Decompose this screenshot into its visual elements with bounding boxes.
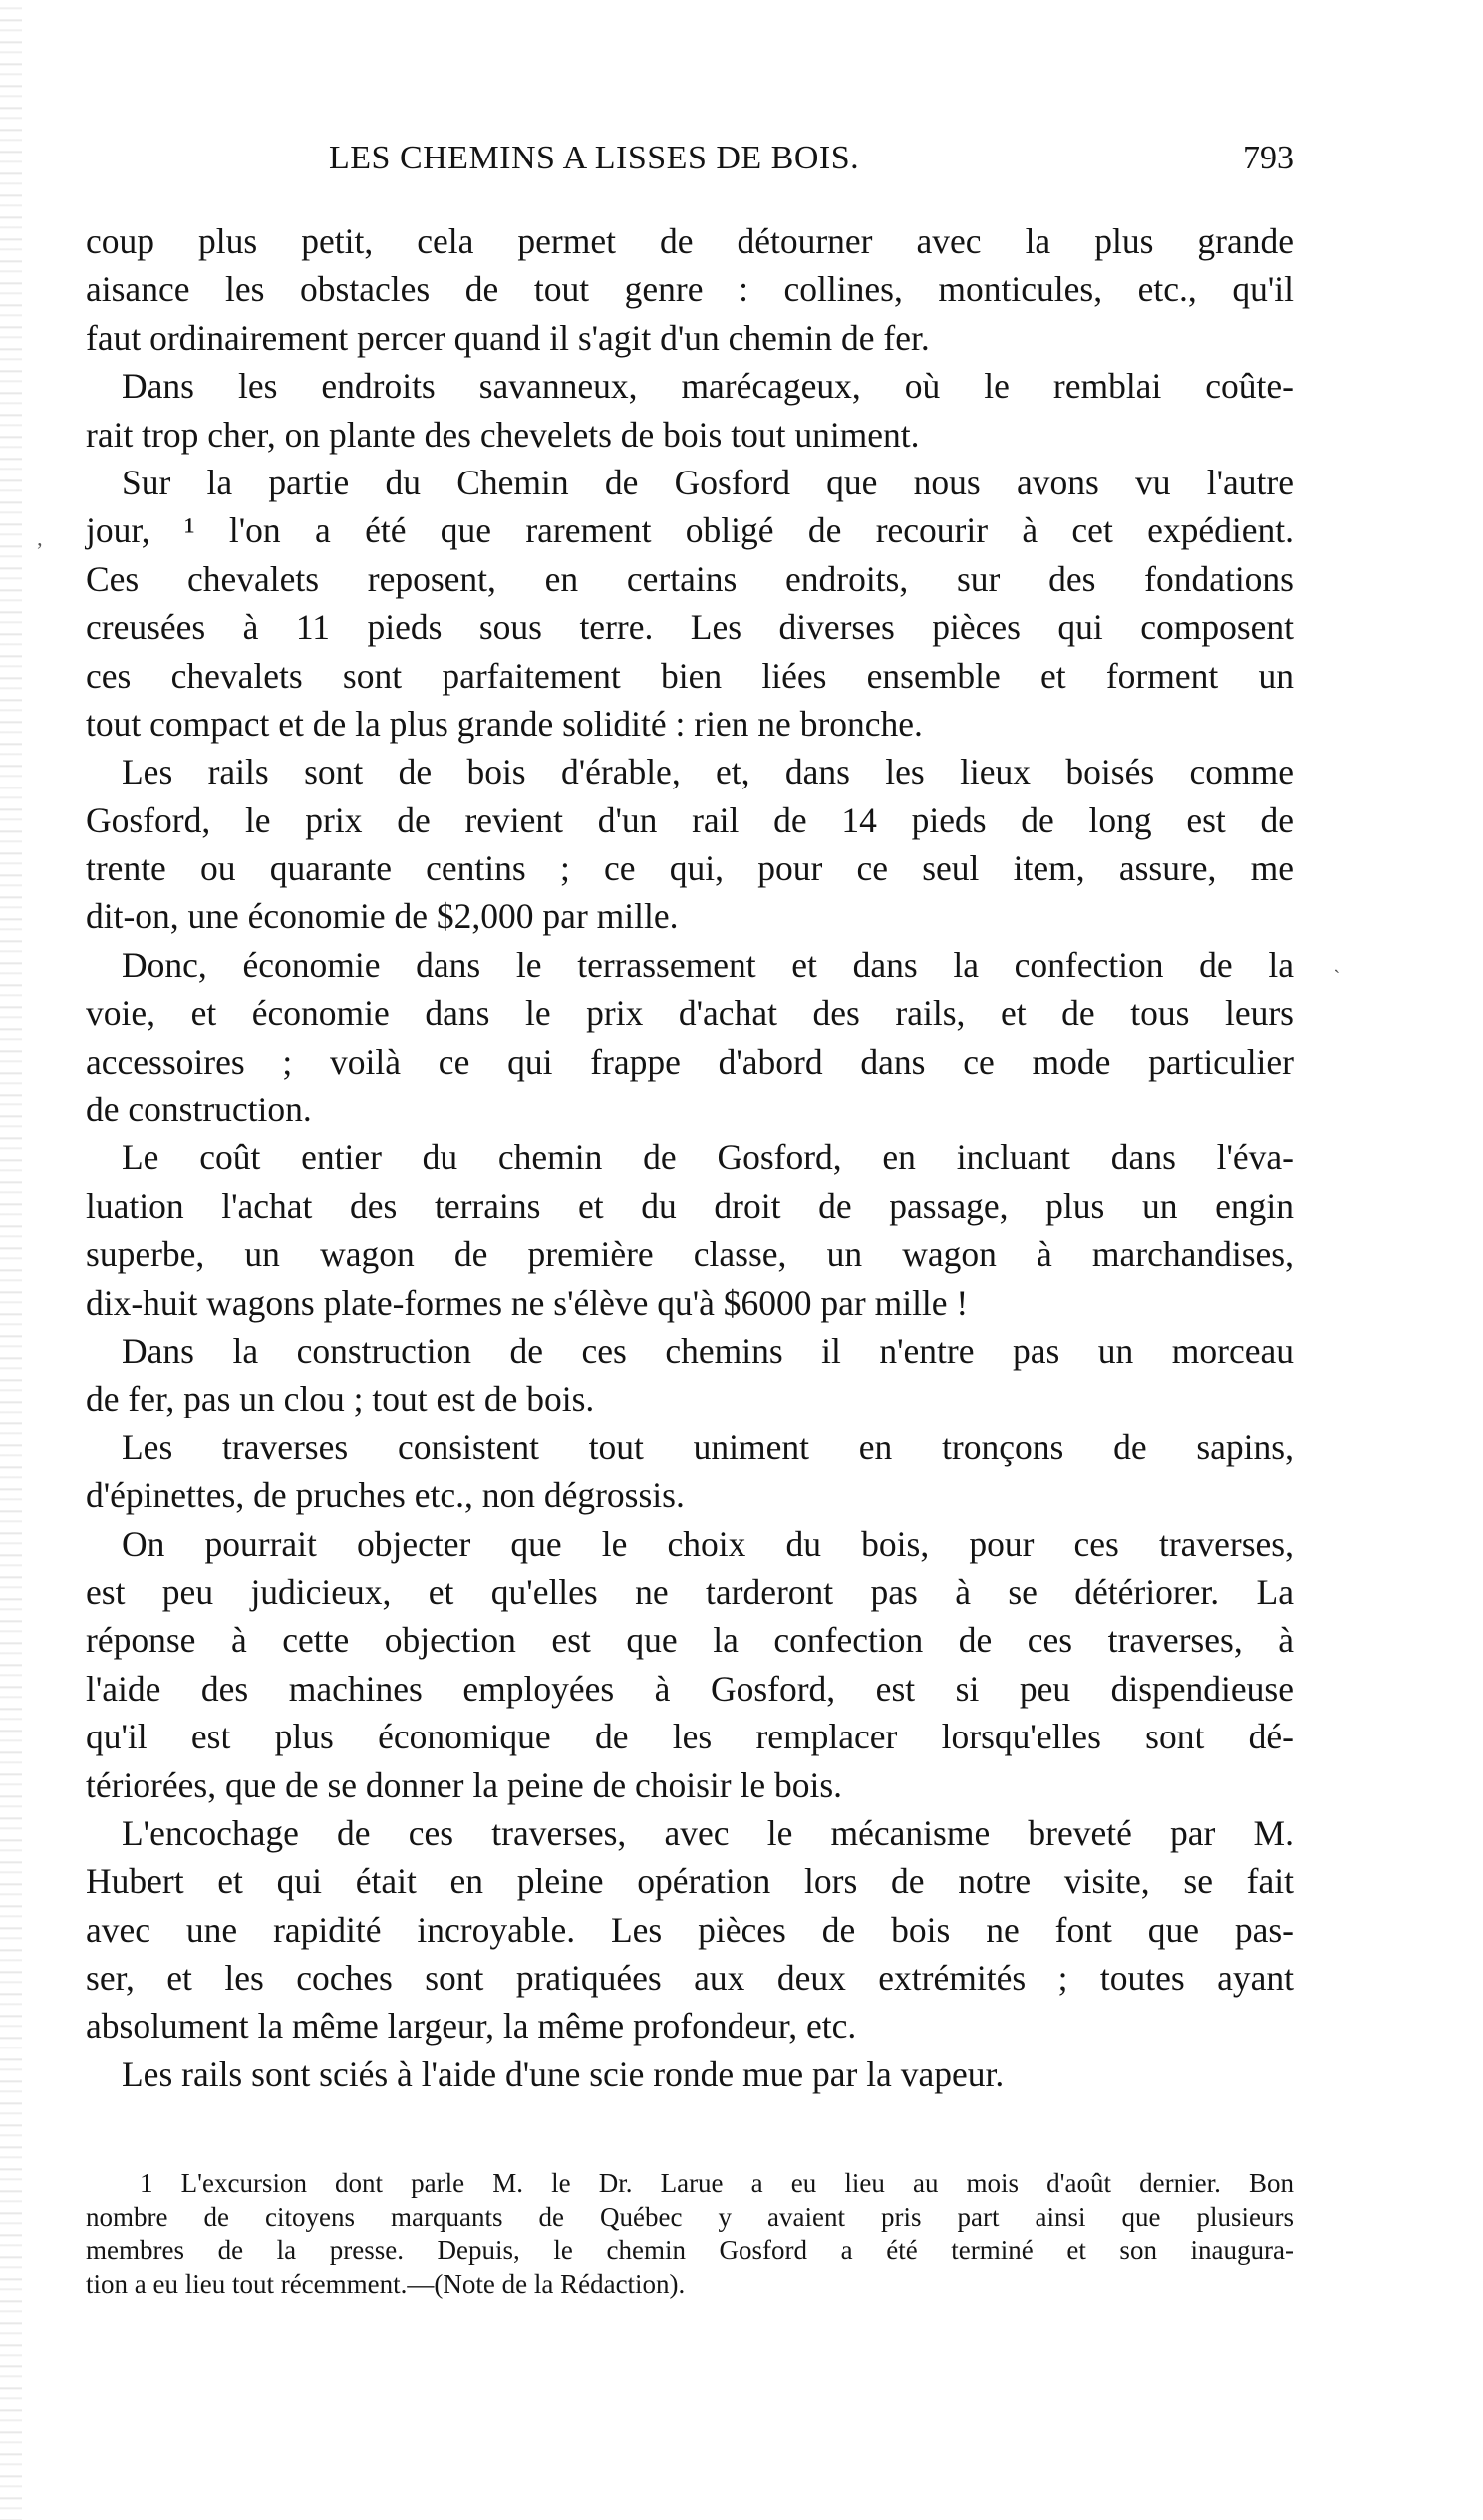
footnote-line: 1 L'excursion dont parle M. le Dr. Larue a eu lieu au mois d'août dernier. Bon [140, 2168, 1294, 2198]
text-line: réponse à cette objection est que la confection de ces traverses, à [86, 1620, 1294, 1661]
paragraph [86, 1809, 1294, 2050]
margin-tick-mark: ʼ [36, 538, 44, 563]
margin-tick-mark: ˋ [1334, 965, 1341, 990]
text-line: dit-on, une économie de $2,000 par mille. [86, 896, 679, 937]
text-line: faut ordinairement percer quand il s'agit d'un chemin de fer. [86, 317, 930, 358]
text-line: Gosford, le prix de revient d'un rail de 14 pieds de long est de [86, 799, 1294, 840]
paragraph [86, 2050, 1294, 2098]
running-head [86, 140, 1294, 189]
page-number: 793 [1243, 140, 1294, 176]
text-line: de fer, pas un clou ; tout est de bois. [86, 1379, 595, 1419]
text-line: Le coût entier du chemin de Gosford, en incluant dans l'éva- [122, 1137, 1294, 1178]
running-title: LES CHEMINS A LISSES DE BOIS. [329, 140, 860, 176]
text-line: ces chevalets sont parfaitement bien liées ensemble et forment un [86, 655, 1294, 696]
text-line: voie, et économie dans le prix d'achat des rails, et de tous leurs [86, 993, 1294, 1034]
text-line: avec une rapidité incroyable. Les pièces de bois ne font que pas- [86, 1909, 1294, 1950]
text-line: Hubert et qui était en pleine opération lors de notre visite, se fait [86, 1861, 1294, 1902]
text-line: tout compact et de la plus grande solidité : rien ne bronche. [86, 703, 923, 744]
footnote [86, 2167, 1294, 2301]
text-line: de construction. [86, 1090, 312, 1130]
text-line: est peu judicieux, et qu'elles ne tarderont pas à se détériorer. La [86, 1571, 1294, 1612]
text-line: Ces chevalets reposent, en certains endroits, sur des fondations [86, 558, 1294, 599]
text-line: On pourrait objecter que le choix du bois, pour ces traverses, [122, 1523, 1294, 1564]
text-line: luation l'achat des terrains et du droit de passage, plus un engin [86, 1185, 1294, 1226]
text-line: Les traverses consistent tout uniment en tronçons de sapins, [122, 1426, 1294, 1467]
text-line: Dans la construction de ces chemins il n'entre pas un morceau [122, 1330, 1294, 1371]
text-line: L'encochage de ces traverses, avec le mécanisme breveté par M. [122, 1812, 1294, 1853]
text-line: accessoires ; voilà ce qui frappe d'abord dans ce mode particulier [86, 1041, 1294, 1082]
footnote-line: membres de la presse. Depuis, le chemin Gosford a été terminé et son inaugura- [86, 2235, 1294, 2266]
text-line: rait trop cher, on plante des chevelets de bois tout uniment. [86, 414, 920, 455]
paragraph [86, 1520, 1294, 1809]
body-text [86, 217, 1294, 2098]
text-line: Dans les endroits savanneux, marécageux, où le remblai coûte- [122, 366, 1294, 407]
text-line: superbe, un wagon de première classe, un wagon à marchandises, [86, 1234, 1294, 1275]
text-line: tériorées, que de se donner la peine de choisir le bois. [86, 1764, 843, 1805]
paragraph [86, 1133, 1294, 1327]
text-line: Les rails sont de bois d'érable, et, dans les lieux boisés comme [122, 752, 1294, 792]
text-line: l'aide des machines employées à Gosford, est si peu dispendieuse [86, 1668, 1294, 1709]
page-edge-scan-artifact [0, 0, 22, 2520]
text-line: dix-huit wagons plate-formes ne s'élève qu'à $6000 par mille ! [86, 1282, 969, 1323]
paragraph [86, 1423, 1294, 1520]
footnote-line: nombre de citoyens marquants de Québec y avaient pris part ainsi que plusieurs [86, 2201, 1294, 2232]
paragraph [86, 748, 1294, 941]
paragraph [86, 941, 1294, 1134]
text-line: Les rails sont sciés à l'aide d'une scie ronde mue par la vapeur. [122, 2053, 1005, 2094]
text-line: d'épinettes, de pruches etc., non dégrossis. [86, 1475, 685, 1516]
text-line: trente ou quarante centins ; ce qui, pour ce seul item, assure, me [86, 848, 1294, 889]
text-line: creusées à 11 pieds sous terre. Les diverses pièces qui composent [86, 607, 1294, 648]
text-line: jour, ¹ l'on a été que rarement obligé de recourir à cet expédient. [86, 510, 1294, 551]
footnote-line: tion a eu lieu tout récemment.—(Note de la Rédaction). [86, 2268, 686, 2299]
text-line: absolument la même largeur, la même profondeur, etc. [86, 2006, 857, 2047]
text-line: ser, et les coches sont pratiquées aux deux extrémités ; toutes ayant [86, 1958, 1294, 1999]
text-line: Sur la partie du Chemin de Gosford que nous avons vu l'autre [122, 462, 1294, 502]
text-line: Donc, économie dans le terrassement et dans la confection de la [122, 944, 1294, 985]
text-line: aisance les obstacles de tout genre : collines, monticules, etc., qu'il [86, 269, 1294, 310]
paragraph [86, 1327, 1294, 1423]
text-line: coup plus petit, cela permet de détourner avec la plus grande [86, 221, 1294, 261]
text-line: qu'il est plus économique de les remplacer lorsqu'elles sont dé- [86, 1717, 1294, 1757]
paragraph [86, 362, 1294, 459]
paragraph [86, 459, 1294, 748]
paragraph [86, 217, 1294, 362]
